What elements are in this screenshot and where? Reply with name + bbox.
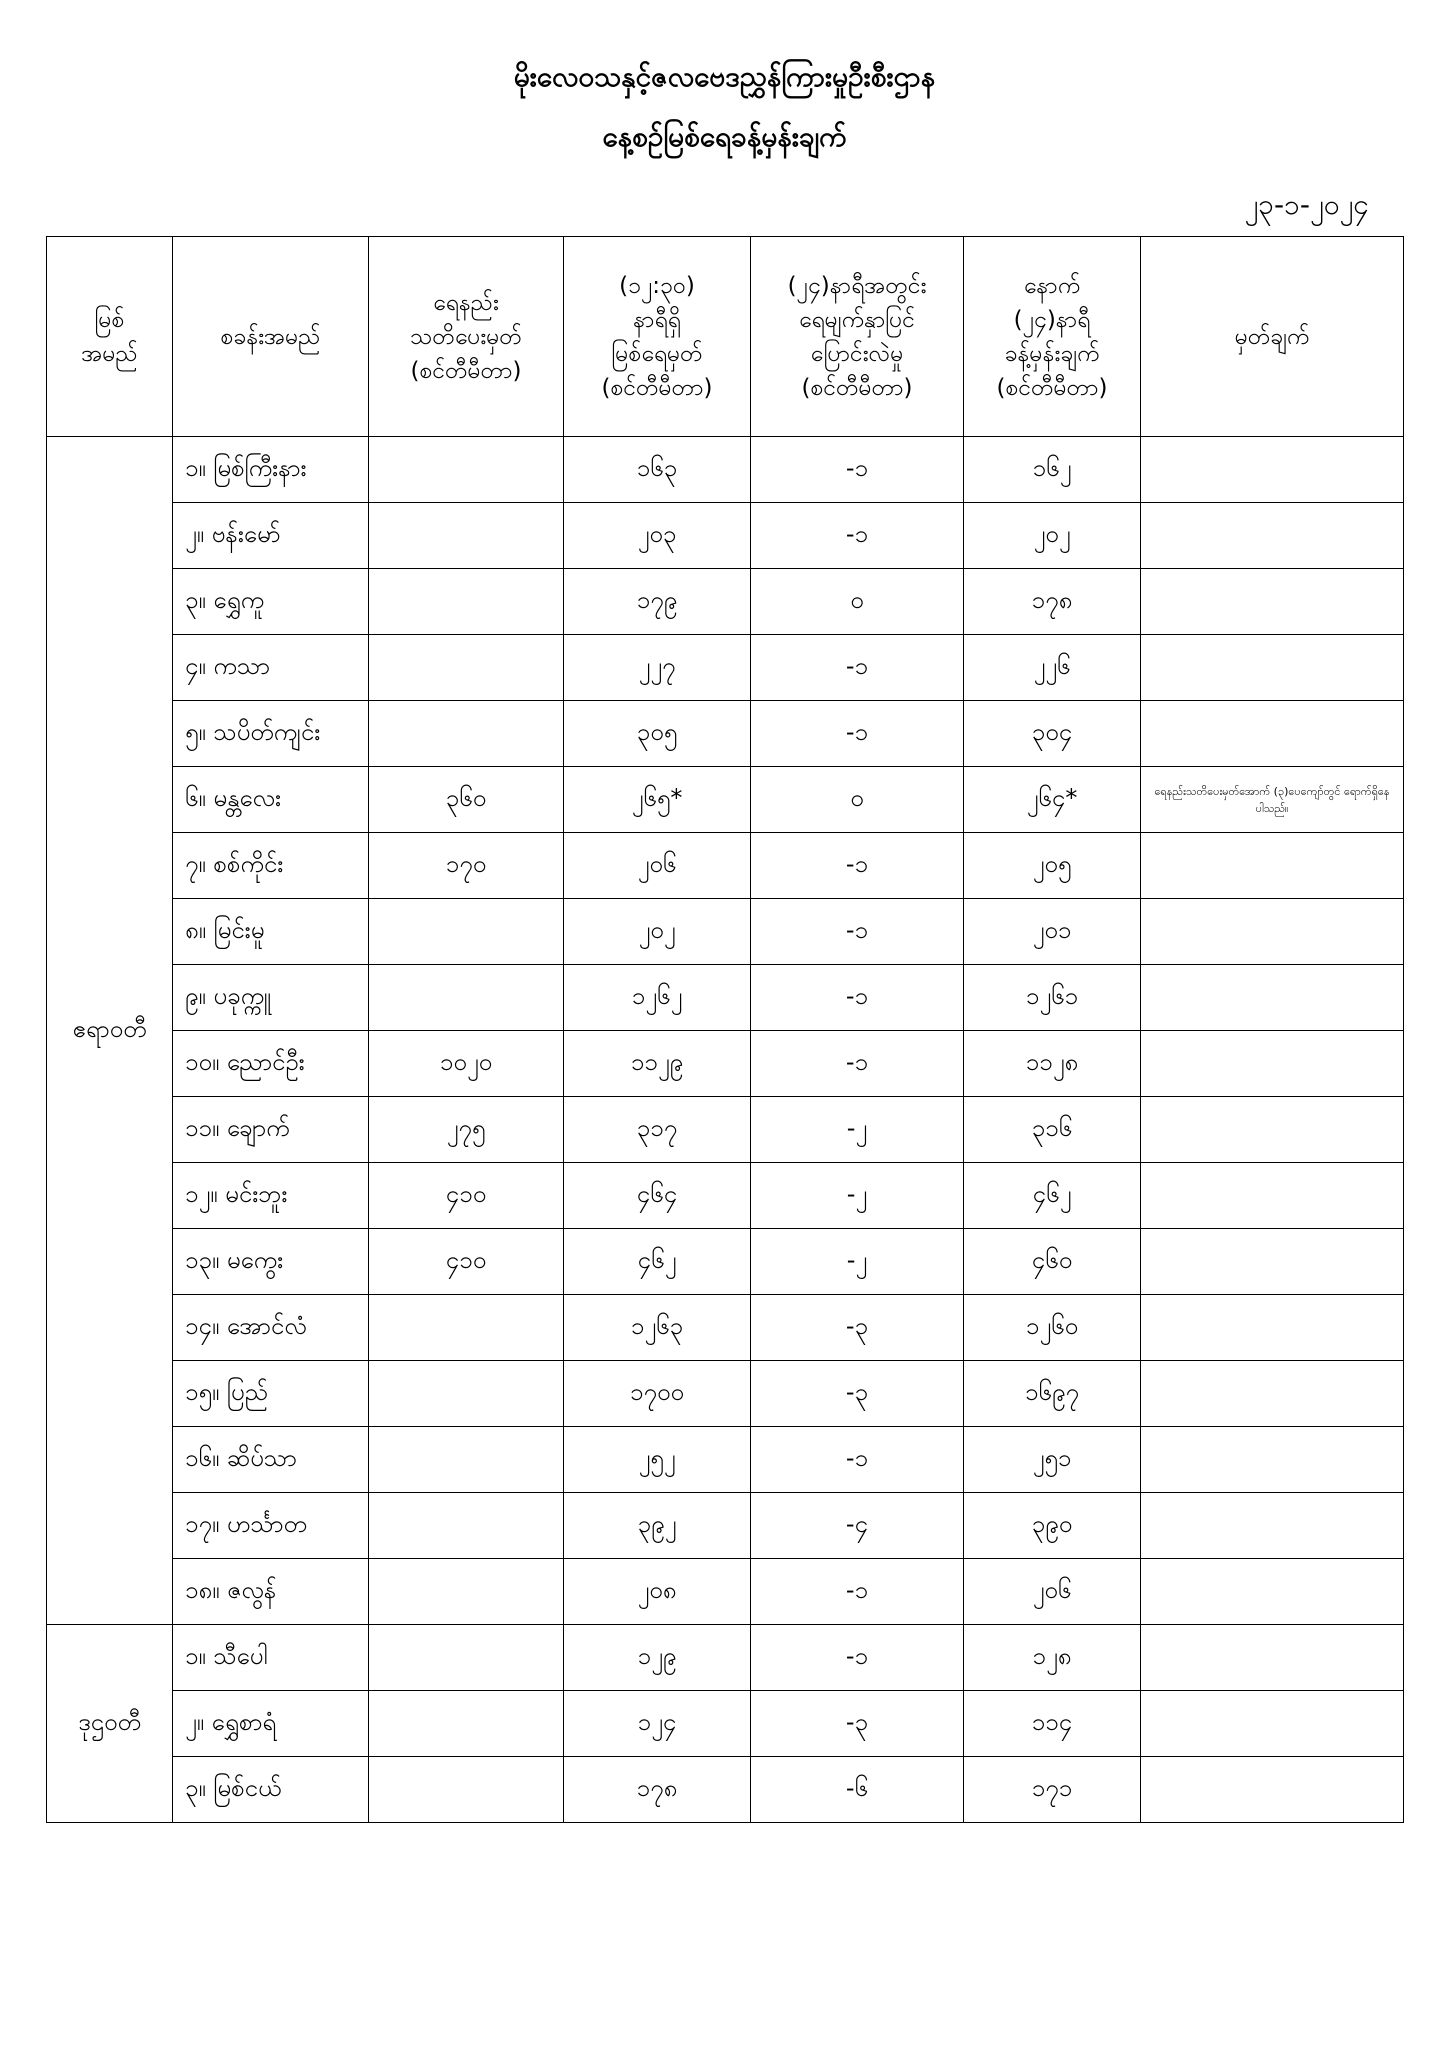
water-level-cell: ၂၀၃ <box>564 503 751 569</box>
low-warning-cell <box>369 1691 564 1757</box>
header-river-name <box>47 237 173 437</box>
remark-cell <box>1141 965 1404 1031</box>
header-line: သတိပေးမှတ် <box>410 323 522 350</box>
header-low-warning <box>369 237 564 437</box>
table-row <box>47 437 1404 503</box>
remark-cell <box>1141 635 1404 701</box>
station-name-cell: ၁၁။ ချောက် <box>173 1097 369 1163</box>
river-name-cell: ဧရာဝတီ <box>47 437 173 1625</box>
table-row <box>47 635 1404 701</box>
change-cell: -၃ <box>751 1691 964 1757</box>
header-line: စခန်းအမည် <box>220 323 321 350</box>
change-cell: -၂ <box>751 1229 964 1295</box>
water-level-cell: ၁၇၀၀ <box>564 1361 751 1427</box>
forecast-cell: ၁၇၈ <box>964 569 1141 635</box>
remark-cell <box>1141 1625 1404 1691</box>
header-line: (စင်တီမီတာ) <box>801 374 913 401</box>
water-level-cell: ၁၂၉ <box>564 1625 751 1691</box>
change-cell: -၁ <box>751 965 964 1031</box>
water-level-cell: ၂၀၈ <box>564 1559 751 1625</box>
table-row <box>47 833 1404 899</box>
low-warning-cell <box>369 1361 564 1427</box>
station-name-cell: ၂။ ဗန်းမော် <box>173 503 369 569</box>
river-level-table <box>46 236 1404 1823</box>
remark-cell <box>1141 833 1404 899</box>
low-warning-cell <box>369 437 564 503</box>
remark-cell <box>1141 1031 1404 1097</box>
low-warning-cell <box>369 1427 564 1493</box>
change-cell: -၂ <box>751 1097 964 1163</box>
river-name-cell: ဒုဌဝတီ <box>47 1625 173 1823</box>
low-warning-cell <box>369 1295 564 1361</box>
low-warning-cell: ၄၁၀ <box>369 1229 564 1295</box>
header-line: နာရီရှိ <box>633 306 681 333</box>
low-warning-cell <box>369 503 564 569</box>
change-cell: -၁ <box>751 503 964 569</box>
table-row <box>47 1097 1404 1163</box>
table-row <box>47 1229 1404 1295</box>
station-name-cell: ၁၇။ ဟင်္သာတ <box>173 1493 369 1559</box>
station-name-cell: ၉။ ပခုက္ကူ <box>173 965 369 1031</box>
station-name-cell: ၆။ မန္တလေး <box>173 767 369 833</box>
table-row <box>47 965 1404 1031</box>
remark-cell <box>1141 503 1404 569</box>
forecast-cell: ၁၂၈ <box>964 1625 1141 1691</box>
header-line: နောက် <box>1023 272 1081 299</box>
water-level-cell: ၁၁၂၉ <box>564 1031 751 1097</box>
water-level-cell: ၃၁၇ <box>564 1097 751 1163</box>
station-name-cell: ၁၂။ မင်းဘူး <box>173 1163 369 1229</box>
change-cell: -၁ <box>751 899 964 965</box>
low-warning-cell <box>369 1493 564 1559</box>
water-level-cell: ၃၀၅ <box>564 701 751 767</box>
low-warning-cell <box>369 1757 564 1823</box>
page-title: မိုးလေဝသနှင့်ဇလဗေဒညွှန်ကြားမှုဦးစီးဌာန <box>513 60 936 93</box>
change-cell: -၃ <box>751 1361 964 1427</box>
remark-cell <box>1141 1559 1404 1625</box>
low-warning-cell <box>369 965 564 1031</box>
water-level-cell: ၂၀၂ <box>564 899 751 965</box>
forecast-cell: ၁၁၂၈ <box>964 1031 1141 1097</box>
table-row <box>47 899 1404 965</box>
water-level-cell: ၄၆၂ <box>564 1229 751 1295</box>
change-cell: ၀ <box>751 569 964 635</box>
change-cell: -၆ <box>751 1757 964 1823</box>
header-24h-change <box>751 237 964 437</box>
header-line: ခန့်မှန်းချက် <box>1004 340 1100 367</box>
water-level-cell: ၁၂၆၃ <box>564 1295 751 1361</box>
station-name-cell: ၃။ ရွှေကူ <box>173 569 369 635</box>
station-name-cell: ၄။ ကသာ <box>173 635 369 701</box>
remark-cell <box>1141 1493 1404 1559</box>
low-warning-cell <box>369 635 564 701</box>
station-name-cell: ၂။ ရွှေစာရံ <box>173 1691 369 1757</box>
table-row <box>47 767 1404 833</box>
station-name-cell: ၁။ သီပေါ <box>173 1625 369 1691</box>
station-name-cell: ၁၅။ ပြည် <box>173 1361 369 1427</box>
forecast-cell: ၁၂၆၀ <box>964 1295 1141 1361</box>
water-level-cell: ၁၂၄ <box>564 1691 751 1757</box>
change-cell: -၁ <box>751 833 964 899</box>
forecast-cell: ၂၆၄* <box>964 767 1141 833</box>
remark-cell <box>1141 1427 1404 1493</box>
low-warning-cell: ၁၀၂၀ <box>369 1031 564 1097</box>
low-warning-cell <box>369 1625 564 1691</box>
change-cell: -၁ <box>751 437 964 503</box>
table-body <box>47 437 1404 1823</box>
table-row <box>47 1361 1404 1427</box>
water-level-cell: ၁၇၈ <box>564 1757 751 1823</box>
header-line: မြစ်ရေမှတ် <box>611 340 703 367</box>
header-line: (စင်တီမီတာ) <box>410 357 522 384</box>
change-cell: -၁ <box>751 1559 964 1625</box>
header-water-level <box>564 237 751 437</box>
forecast-cell: ၂၂၆ <box>964 635 1141 701</box>
header-line: ရေမျက်နှာပြင် <box>798 306 916 333</box>
forecast-cell: ၁၆၂ <box>964 437 1141 503</box>
station-name-cell: ၃။ မြစ်ငယ် <box>173 1757 369 1823</box>
forecast-cell: ၂၀၆ <box>964 1559 1141 1625</box>
table-row <box>47 1691 1404 1757</box>
low-warning-cell <box>369 569 564 635</box>
change-cell: -၁ <box>751 635 964 701</box>
forecast-cell: ၁၇၁ <box>964 1757 1141 1823</box>
header-line: အမည် <box>81 340 138 367</box>
table-row <box>47 503 1404 569</box>
low-warning-cell <box>369 1559 564 1625</box>
change-cell: -၂ <box>751 1163 964 1229</box>
table-row <box>47 1559 1404 1625</box>
change-cell: -၃ <box>751 1295 964 1361</box>
change-cell: -၄ <box>751 1493 964 1559</box>
header-line: မြစ် <box>94 306 125 333</box>
station-name-cell: ၁။ မြစ်ကြီးနား <box>173 437 369 503</box>
low-warning-cell: ၃၆၀ <box>369 767 564 833</box>
low-warning-cell <box>369 899 564 965</box>
page-subtitle: နေ့စဉ်မြစ်ရေခန့်မှန်းချက် <box>602 120 847 153</box>
header-remarks <box>1141 237 1404 437</box>
station-name-cell: ၅။ သပိတ်ကျင်း <box>173 701 369 767</box>
change-cell: -၁ <box>751 701 964 767</box>
remark-cell <box>1141 1163 1404 1229</box>
table-row <box>47 1493 1404 1559</box>
remark-cell <box>1141 1691 1404 1757</box>
remark-cell <box>1141 1295 1404 1361</box>
header-line: (၂၄)နာရီအတွင်း <box>787 272 927 299</box>
forecast-cell: ၁၁၄ <box>964 1691 1141 1757</box>
table-row <box>47 701 1404 767</box>
low-warning-cell: ၂၇၅ <box>369 1097 564 1163</box>
forecast-cell: ၁၂၆၁ <box>964 965 1141 1031</box>
table-row <box>47 1625 1404 1691</box>
forecast-cell: ၄၆၀ <box>964 1229 1141 1295</box>
station-name-cell: ၁၆။ ဆိပ်သာ <box>173 1427 369 1493</box>
station-name-cell: ၁၃။ မကွေး <box>173 1229 369 1295</box>
table-row <box>47 1757 1404 1823</box>
header-line: မှတ်ချက် <box>1234 323 1310 350</box>
change-cell: ၀ <box>751 767 964 833</box>
forecast-cell: ၄၆၂ <box>964 1163 1141 1229</box>
remark-cell <box>1141 1361 1404 1427</box>
forecast-cell: ၂၀၁ <box>964 899 1141 965</box>
forecast-cell: ၃၀၄ <box>964 701 1141 767</box>
header-line: (၁၂:၃၀) <box>619 272 695 299</box>
table-row <box>47 1031 1404 1097</box>
table-row <box>47 569 1404 635</box>
remark-cell <box>1141 569 1404 635</box>
remark-cell <box>1141 701 1404 767</box>
forecast-cell: ၁၆၉၇ <box>964 1361 1141 1427</box>
remark-cell <box>1141 1229 1404 1295</box>
water-level-cell: ၄၆၄ <box>564 1163 751 1229</box>
report-date: ၂၃-၁-၂၀၂၄ <box>1244 188 1369 221</box>
water-level-cell: ၂၆၅* <box>564 767 751 833</box>
forecast-cell: ၂၅၁ <box>964 1427 1141 1493</box>
change-cell: -၁ <box>751 1625 964 1691</box>
low-warning-cell <box>369 701 564 767</box>
water-level-cell: ၁၆၃ <box>564 437 751 503</box>
header-line: (၂၄)နာရီ <box>1013 306 1091 333</box>
change-cell: -၁ <box>751 1427 964 1493</box>
station-name-cell: ၁၄။ အောင်လံ <box>173 1295 369 1361</box>
header-line: ပြောင်းလဲမှု <box>810 340 904 367</box>
table-header-row <box>47 237 1404 437</box>
forecast-cell: ၂၀၅ <box>964 833 1141 899</box>
remark-cell <box>1141 1097 1404 1163</box>
remark-cell <box>1141 437 1404 503</box>
remark-cell: ရေနည်းသတိပေးမှတ်အောက် (၃)ပေကျော်တွင် ရောက်ရှိနေပါသည်။ <box>1141 767 1404 833</box>
change-cell: -၁ <box>751 1031 964 1097</box>
forecast-cell: ၂၀၂ <box>964 503 1141 569</box>
table-row <box>47 1427 1404 1493</box>
station-name-cell: ၇။ စစ်ကိုင်း <box>173 833 369 899</box>
forecast-cell: ၃၉၀ <box>964 1493 1141 1559</box>
low-warning-cell: ၄၁၀ <box>369 1163 564 1229</box>
header-line: (စင်တီမီတာ) <box>601 374 713 401</box>
water-level-cell: ၁၂၆၂ <box>564 965 751 1031</box>
water-level-cell: ၂၀၆ <box>564 833 751 899</box>
header-line: (စင်တီမီတာ) <box>996 374 1108 401</box>
table-row <box>47 1163 1404 1229</box>
forecast-cell: ၃၁၆ <box>964 1097 1141 1163</box>
water-level-cell: ၃၉၂ <box>564 1493 751 1559</box>
low-warning-cell: ၁၇၀ <box>369 833 564 899</box>
remark-cell <box>1141 1757 1404 1823</box>
header-forecast <box>964 237 1141 437</box>
station-name-cell: ၈။ မြင်းမူ <box>173 899 369 965</box>
station-name-cell: ၁၈။ ဇလွန် <box>173 1559 369 1625</box>
station-name-cell: ၁၀။ ညောင်ဦး <box>173 1031 369 1097</box>
table-row <box>47 1295 1404 1361</box>
header-line: ရေနည်း <box>433 289 499 316</box>
water-level-cell: ၁၇၉ <box>564 569 751 635</box>
water-level-cell: ၂၂၇ <box>564 635 751 701</box>
water-level-cell: ၂၅၂ <box>564 1427 751 1493</box>
header-station-name <box>173 237 369 437</box>
remark-cell <box>1141 899 1404 965</box>
